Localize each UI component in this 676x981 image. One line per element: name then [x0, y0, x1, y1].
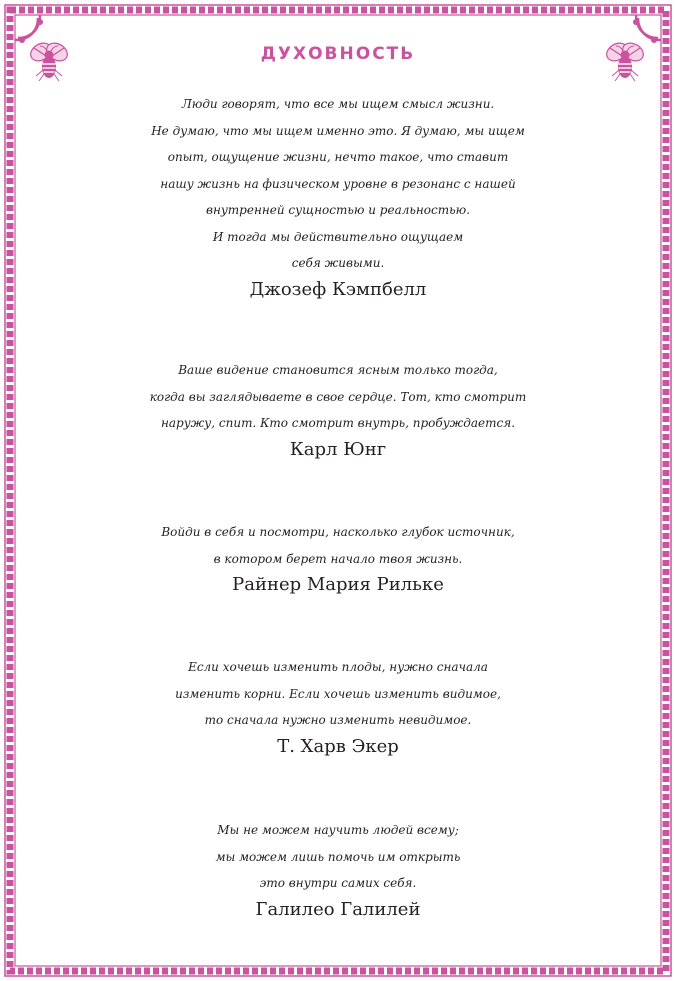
quote-line: себя живыми. — [291, 256, 385, 270]
quote-block — [40, 654, 636, 760]
quote-line: опыт, ощущение жизни, нечто такое, что ставит — [167, 150, 509, 164]
quote-line: то сначала нужно изменить невидимое. — [204, 713, 472, 727]
quote-author: Галилео Галилей — [255, 898, 421, 920]
quote-line: когда вы заглядываете в свое сердце. Тот, кто смотрит — [149, 389, 527, 404]
quote-line: нашу жизнь на физическом уровне в резонанс с нашей — [160, 176, 516, 191]
quote-block — [40, 91, 636, 303]
quote-block — [40, 519, 636, 599]
quote-line: И тогда мы действительно ощущаем — [212, 229, 464, 244]
quote-text — [40, 654, 636, 734]
quote-line: Люди говорят, что все мы ищем смысл жизни. — [181, 97, 495, 111]
quote-line: наружу, спит. Кто смотрит внутрь, пробуждается. — [160, 416, 516, 430]
quote-line: Войди в себя и посмотри, насколько глубок источник, — [161, 525, 515, 539]
quote-line: мы можем лишь помочь им открыть — [215, 849, 461, 864]
quote-block — [40, 817, 636, 923]
quote-line: Если хочешь изменить плоды, нужно сначала — [188, 660, 488, 674]
page-title: ДУХОВНОСТЬ — [260, 44, 416, 64]
quote-line: в котором берет начало твоя жизнь. — [213, 551, 463, 566]
quote-text — [40, 91, 636, 277]
quote-author: Карл Юнг — [289, 438, 387, 460]
quote-line: внутренней сущностью и реальностью. — [205, 203, 471, 217]
quote-line: изменить корни. Если хочешь изменить видимое, — [175, 686, 501, 701]
quote-text — [40, 817, 636, 897]
quote-text — [40, 357, 636, 437]
quote-line: Ваше видение становится ясным только тогда, — [178, 363, 498, 377]
quote-text — [40, 519, 636, 572]
quote-line: это внутри самих себя. — [259, 876, 417, 890]
quote-author: Райнер Мария Рильке — [232, 574, 444, 595]
quote-author: Джозеф Кэмпбелл — [249, 278, 427, 300]
quote-line: Не думаю, что мы ищем именно это. Я думаю, мы ищем — [151, 123, 525, 138]
quote-block — [40, 357, 636, 463]
quote-author: Т. Харв Экер — [277, 735, 399, 757]
quote-line: Мы не можем научить людей всему; — [217, 823, 459, 837]
